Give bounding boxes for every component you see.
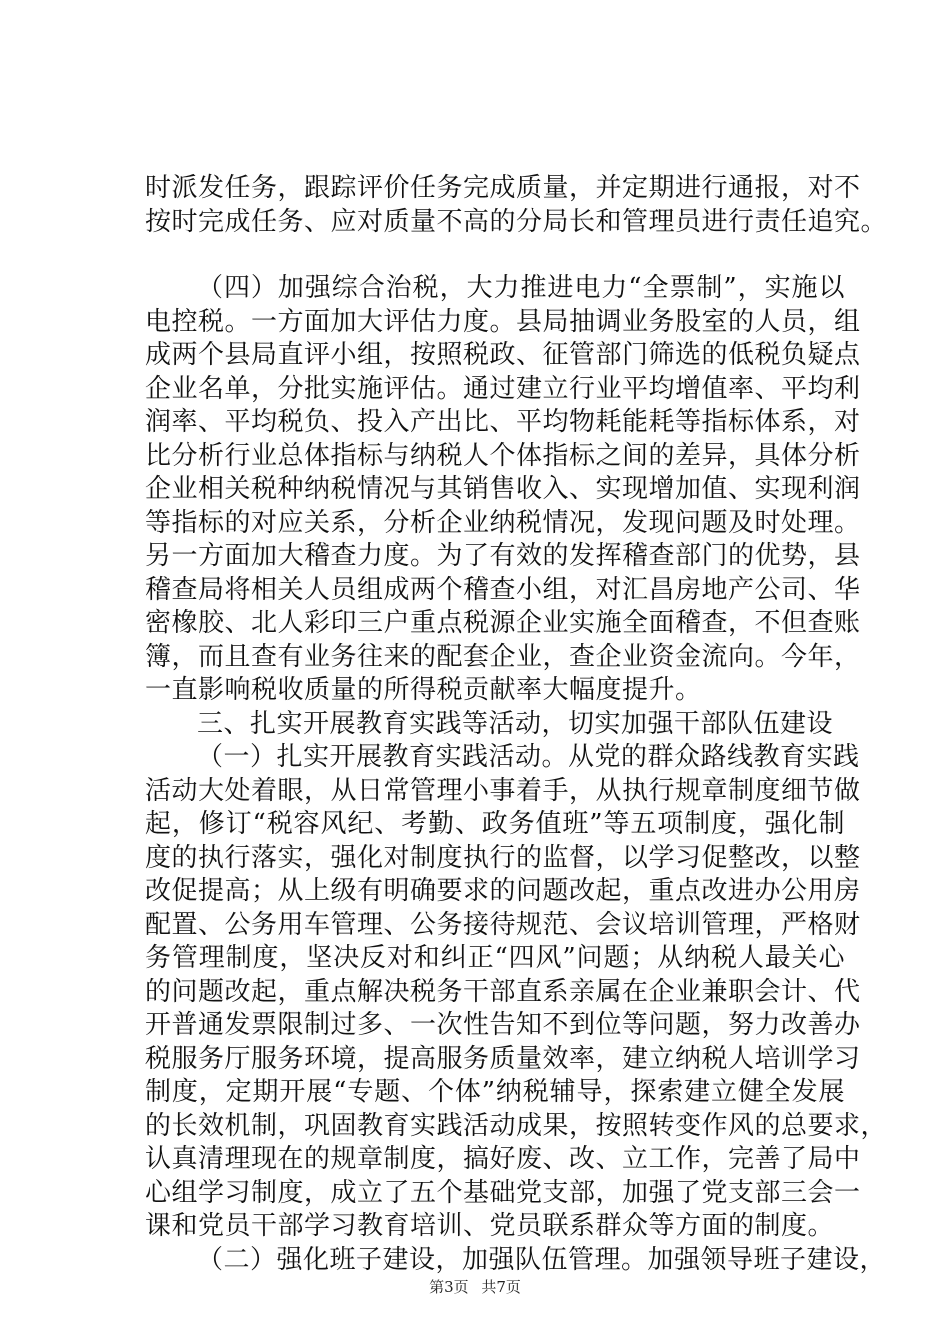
text-line: 企业相关税种纳税情况与其销售收入、实现增加值、实现利润 <box>145 474 861 504</box>
text-line: 制度，定期开展“专题、个体”纳税辅导，探索建立健全发展 <box>145 1077 845 1107</box>
page-number: 第3页 <box>429 1278 469 1296</box>
text-line: 比分析行业总体指标与纳税人个体指标之间的差异，具体分析 <box>145 440 861 471</box>
text-line: 务管理制度，坚决反对和纠正“四风”问题；从纳税人最关心 <box>145 943 845 973</box>
text-line: 另一方面加大稽查力度。为了有效的发挥稽查部门的优势，县 <box>145 541 861 571</box>
text-line: 等指标的对应关系，分析企业纳税情况，发现问题及时处理。 <box>145 507 861 538</box>
text-line: 税服务厅服务环境，提高服务质量效率，建立纳税人培训学习 <box>145 1043 861 1074</box>
text-line: （二）强化班子建设，加强队伍管理。加强领导班子建设， <box>197 1244 887 1275</box>
page-footer <box>0 1276 950 1297</box>
heading-line: 三、扎实开展教育实践等活动，切实加强干部队伍建设 <box>197 708 834 739</box>
text-line: 的问题改起，重点解决税务干部直系亲属在企业兼职会计、代 <box>145 976 861 1007</box>
text-line: 按时完成任务、应对质量不高的分局长和管理员进行责任追究。 <box>145 206 888 237</box>
text-line: 一直影响税收质量的所得税贡献率大幅度提升。 <box>145 675 702 705</box>
paragraph-continuation <box>145 172 888 239</box>
text-line: 心组学习制度，成立了五个基础党支部，加强了党支部三会一 <box>145 1177 861 1208</box>
text-line: （一）扎实开展教育实践活动。从党的群众路线教育实践 <box>197 742 860 772</box>
text-line: 成两个县局直评小组，按照税政、征管部门筛选的低税负疑点 <box>145 340 861 370</box>
paragraph-section-2 <box>145 1244 887 1278</box>
text-line: 开普通发票限制过多、一次性告知不到位等问题，努力改善办 <box>145 1010 861 1040</box>
paragraph-gap <box>145 239 845 272</box>
text-line: 电控税。一方面加大评估力度。县局抽调业务股室的人员，组 <box>145 306 861 337</box>
text-line: 活动大处着眼，从日常管理小事着手，从执行规章制度细节做 <box>145 775 861 806</box>
text-line: 润率、平均税负、投入产出比、平均物耗能耗等指标体系，对 <box>145 407 861 437</box>
text-line: 密橡胶、北人彩印三户重点税源企业实施全面稽查，不但查账 <box>145 608 861 638</box>
text-line: 起，修订“税容风纪、考勤、政务值班”等五项制度，强化制 <box>145 809 845 839</box>
text-line: 企业名单，分批实施评估。通过建立行业平均增值率、平均利 <box>145 373 861 404</box>
text-line: 的长效机制，巩固教育实践活动成果，按照转变作风的总要求， <box>145 1110 888 1141</box>
text-line: 稽查局将相关人员组成两个稽查小组，对汇昌房地产公司、华 <box>145 574 861 605</box>
text-line: 时派发任务，跟踪评价任务完成质量，并定期进行通报，对不 <box>145 173 861 203</box>
page-total: 共7页 <box>481 1278 521 1296</box>
paragraph-section-1 <box>145 741 888 1244</box>
text-line: 度的执行落实，强化对制度执行的监督，以学习促整改，以整 <box>145 842 861 873</box>
section-heading-3 <box>145 708 845 742</box>
text-line: 改促提高；从上级有明确要求的问题改起，重点改进办公用房 <box>145 876 861 906</box>
text-line: 课和党员干部学习教育培训、党员联系群众等方面的制度。 <box>145 1211 835 1241</box>
paragraph-section-4 <box>145 272 861 708</box>
text-line: 配置、公务用车管理、公务接待规范、会议培训管理，严格财 <box>145 909 861 940</box>
text-line: 认真清理现在的规章制度，搞好废、改、立工作，完善了局中 <box>145 1144 861 1174</box>
text-line: 簿，而且查有业务往来的配套企业，查企业资金流向。今年， <box>145 641 861 672</box>
text-line: （四）加强综合治税，大力推进电力“全票制”，实施以 <box>197 273 845 303</box>
document-body <box>145 172 888 1277</box>
